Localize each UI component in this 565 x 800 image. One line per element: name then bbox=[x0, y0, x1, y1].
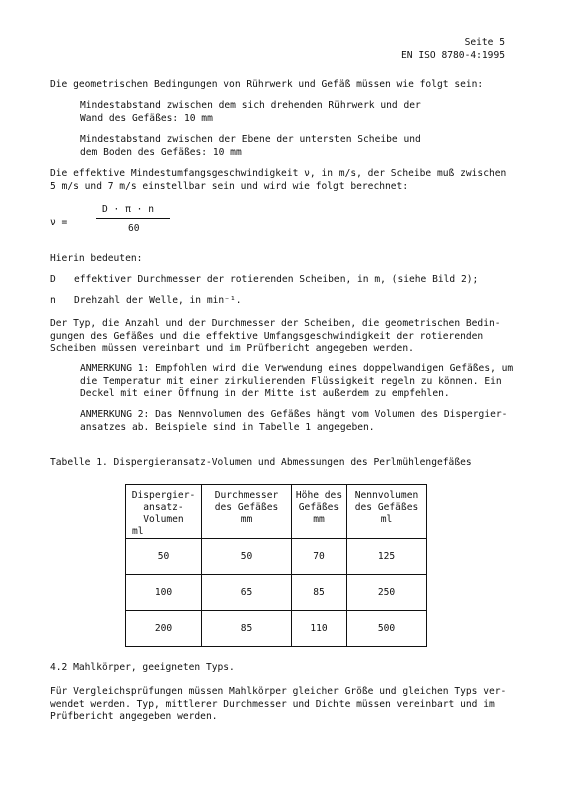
dimensions-table bbox=[125, 484, 427, 647]
table-header-cell: Höhe des Gefäßes mm bbox=[292, 485, 347, 539]
note-line: die Temperatur mit einer zirkulierenden Flüssigkeit regeln zu können. Ein bbox=[80, 375, 502, 387]
section-paragraph bbox=[50, 686, 520, 724]
condition-line: Mindestabstand zwischen der Ebene der untersten Scheibe und bbox=[80, 134, 421, 145]
where-label: Hierin bedeuten: bbox=[50, 253, 143, 264]
condition-2 bbox=[50, 134, 550, 159]
note-line: ANMERKUNG 1: Empfohlen wird die Verwendung eines doppelwandigen Gefäßes, um bbox=[80, 363, 514, 374]
note-line: Deckel mit einer Öffnung in der Mitte ist außerdem zu empfehlen. bbox=[80, 388, 450, 400]
condition-1 bbox=[50, 100, 550, 125]
definition-symbol: n bbox=[50, 295, 56, 306]
table-header-cell: Dispergier- ansatz- Volumen ml bbox=[126, 485, 202, 539]
note-2 bbox=[50, 409, 550, 434]
table-row bbox=[126, 575, 427, 611]
table-cell: 85 bbox=[202, 611, 292, 647]
section-heading bbox=[50, 662, 235, 675]
standard-id: EN ISO 8780-4:1995 bbox=[401, 49, 505, 61]
page-header bbox=[401, 37, 505, 62]
fraction-bar bbox=[96, 218, 170, 219]
table-cell: 85 bbox=[292, 575, 347, 611]
table-header-row bbox=[126, 485, 427, 539]
note-1 bbox=[50, 363, 550, 401]
formula-denominator: 60 bbox=[128, 223, 140, 234]
definition-text: effektiver Durchmesser der rotierenden Scheiben, in m, (siehe Bild 2); bbox=[74, 274, 479, 285]
definition-symbol: D bbox=[50, 274, 56, 285]
section-number: 4.2 bbox=[50, 662, 68, 673]
table-cell: 50 bbox=[202, 539, 292, 575]
table-cell: 250 bbox=[347, 575, 427, 611]
table-row bbox=[126, 539, 427, 575]
table-cell: 125 bbox=[347, 539, 427, 575]
note-line: ANMERKUNG 2: Das Nennvolumen des Gefäßes hängt vom Volumen des Dispergier- bbox=[80, 409, 508, 420]
paragraph-line: Prüfbericht angegeben werden. bbox=[50, 711, 218, 723]
table-cell: 70 bbox=[292, 539, 347, 575]
paragraph-line: Der Typ, die Anzahl und der Durchmesser der Scheiben, die geometrischen Bedin- bbox=[50, 318, 501, 329]
paragraph-line: gungen des Gefäßes und die effektive Umfangsgeschwindigkeit der rotierenden bbox=[50, 330, 484, 342]
condition-line: dem Boden des Gefäßes: 10 mm bbox=[80, 146, 242, 158]
paragraph-line: wendet werden. Typ, mittlerer Durchmesser und Dichte müssen vereinbart und im bbox=[50, 698, 495, 710]
table-cell: 100 bbox=[126, 575, 202, 611]
section-title: Mahlkörper, geeigneten Typs. bbox=[73, 662, 235, 673]
formula-numerator: D · π · n bbox=[102, 204, 154, 215]
table-header-cell: Durchmesser des Gefäßes mm bbox=[202, 485, 292, 539]
paragraph-line: Die effektive Mindestumfangsgeschwindigkeit ν, in m/s, der Scheibe muß zwischen bbox=[50, 168, 507, 179]
paragraph-line: 5 m/s und 7 m/s einstellbar sein und wird wie folgt berechnet: bbox=[50, 180, 409, 192]
velocity-paragraph bbox=[50, 168, 520, 193]
intro-text: Die geometrischen Bedingungen von Rührwerk und Gefäß müssen wie folgt sein: bbox=[50, 79, 484, 90]
disc-paragraph bbox=[50, 318, 520, 356]
paragraph-line: Für Vergleichsprüfungen müssen Mahlkörper gleicher Größe und gleichen Typs ver- bbox=[50, 686, 507, 697]
paragraph-line: Scheiben müssen vereinbart und im Prüfbericht angegeben werden. bbox=[50, 343, 414, 355]
table-cell: 110 bbox=[292, 611, 347, 647]
table-cell: 50 bbox=[126, 539, 202, 575]
velocity-formula bbox=[50, 204, 250, 244]
condition-line: Mindestabstand zwischen dem sich drehenden Rührwerk und der bbox=[80, 100, 421, 111]
table-cell: 500 bbox=[347, 611, 427, 647]
table-caption: Tabelle 1. Dispergieransatz-Volumen und Abmessungen des Perlmühlengefäßes bbox=[50, 457, 472, 468]
definition-text: Drehzahl der Welle, in min⁻¹. bbox=[74, 295, 242, 306]
condition-line: Wand des Gefäßes: 10 mm bbox=[80, 112, 213, 124]
table-cell: 65 bbox=[202, 575, 292, 611]
table-cell: 200 bbox=[126, 611, 202, 647]
page-number: Seite 5 bbox=[464, 37, 505, 48]
table-row bbox=[126, 611, 427, 647]
note-line: ansatzes ab. Beispiele sind in Tabelle 1 angegeben. bbox=[80, 421, 375, 433]
table-header-cell: Nennvolumen des Gefäßes ml bbox=[347, 485, 427, 539]
formula-lhs: ν = bbox=[50, 217, 68, 228]
